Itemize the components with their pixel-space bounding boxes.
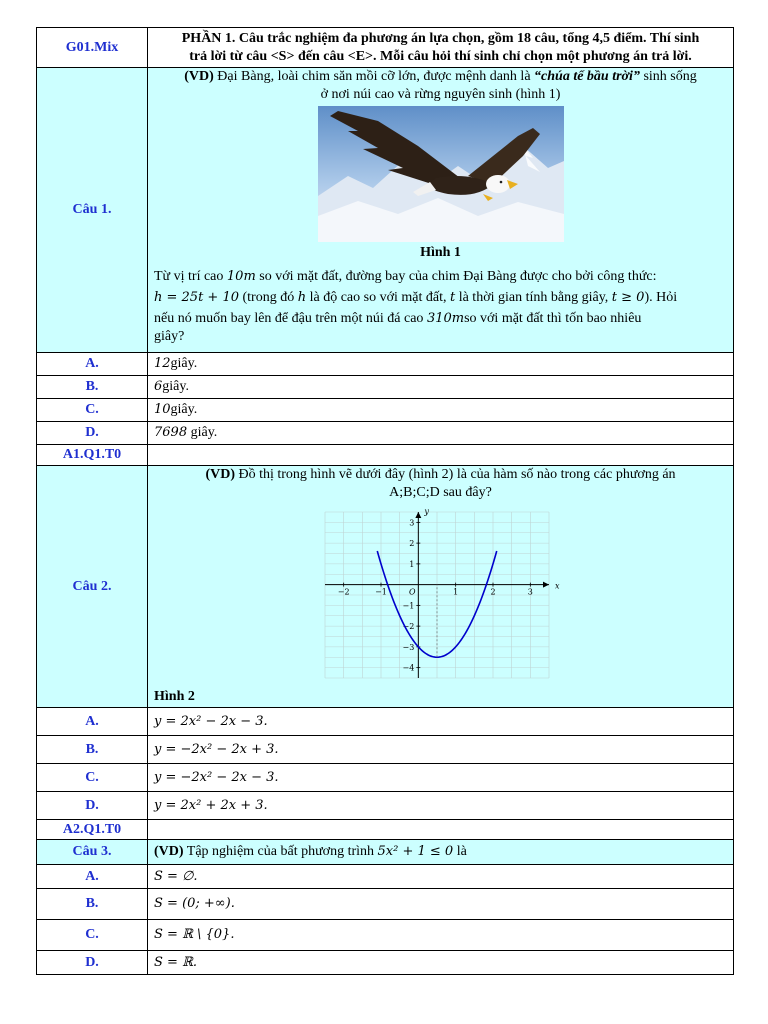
q1-option-c-unit: giây. [170, 402, 198, 417]
q2-option-b-letter: B. [37, 736, 148, 764]
q2-text-b: A;B;C;D sau đây? [389, 485, 492, 500]
q1-option-a-letter: A. [37, 353, 148, 376]
q2-option-c-value: y = −2x² − 2x − 3. [154, 769, 279, 785]
q3-option-c-value: S = ℝ \ {0}. [154, 927, 235, 942]
q3-text-a: Tập nghiệm của bất phương trình [183, 844, 378, 859]
q1-option-c[interactable] [148, 399, 734, 422]
q1-body-f: ). Hỏi [644, 290, 678, 305]
parabola-graph [311, 502, 571, 688]
x-tick-label: −1 [374, 587, 387, 597]
q1-body-e: là thời gian tính bằng giây, [455, 290, 612, 305]
q1-level: (VD) [184, 69, 214, 84]
q1-option-d[interactable] [148, 422, 734, 445]
q2-option-a-letter: A. [37, 708, 148, 736]
q1-intro-b: sinh sống [639, 69, 697, 84]
eagle-image [318, 106, 564, 242]
q3-option-a-value: S = ∅. [154, 868, 198, 884]
q1-body-c: (trong đó [239, 290, 298, 305]
q3-option-a-letter: A. [37, 865, 148, 889]
q3-option-b-letter: B. [37, 889, 148, 920]
q2-answer-cell [148, 820, 734, 840]
q3-option-b-value: S = (0; +∞). [154, 896, 235, 911]
question-3-label: Câu 3. [37, 840, 148, 865]
q3-text-b: là [453, 844, 467, 859]
x-tick-label: −2 [337, 587, 350, 597]
q1-body-g: nếu nó muốn bay lên để đậu trên một núi đá cao [154, 311, 427, 326]
y-tick-label: −2 [402, 622, 414, 632]
y-tick-label: −4 [402, 663, 414, 673]
q1-body-h: so với mặt đất thì tốn bao nhiêu [464, 311, 642, 326]
q2-option-a[interactable] [148, 708, 734, 736]
y-tick-label: 3 [408, 518, 414, 528]
q3-option-d-value: S = ℝ. [154, 954, 197, 970]
q1-answer-cell [148, 445, 734, 466]
q2-text-a: Đồ thị trong hình vẽ dưới đây (hình 2) là của hàm số nào trong các phương án [234, 467, 676, 482]
q1-intro-c: ở nơi núi cao và rừng nguyên sinh (hình 1) [320, 87, 561, 102]
q1-body-d: là độ cao so với mặt đất, [306, 290, 450, 305]
exam-table [36, 27, 734, 975]
y-tick-label: 1 [408, 559, 414, 569]
q1-option-b[interactable] [148, 376, 734, 399]
q2-answer-code: A2.Q1.T0 [37, 820, 148, 840]
x-tick-label: O [408, 587, 416, 597]
q1-option-b-unit: giây. [162, 379, 189, 394]
q2-option-d-letter: D. [37, 792, 148, 820]
section-code: G01.Mix [37, 28, 148, 68]
y-tick-label: −1 [402, 601, 414, 611]
q1-intro-a: Đại Bàng, loài chim săn mồi cỡ lớn, được mệnh danh là [213, 69, 535, 84]
question-1-label: Câu 1. [37, 68, 148, 353]
q1-option-d-value: 7698 [154, 425, 188, 440]
q1-body-a: Từ vị trí cao [154, 269, 227, 284]
question-1-body [148, 68, 734, 353]
q1-math-t: t [449, 290, 456, 305]
q2-option-d-value: y = 2x² + 2x + 3. [154, 797, 268, 813]
x-axis-label: x [554, 581, 560, 591]
section-header-line1: PHẦN 1. Câu trắc nghiệm đa phương án lựa chọn, gồm 18 câu, tổng 4,5 điểm. Thí sinh [181, 30, 700, 46]
y-tick-label: 2 [408, 539, 414, 549]
q1-option-d-letter: D. [37, 422, 148, 445]
q1-option-a-unit: giây. [170, 356, 198, 371]
section-header [148, 28, 734, 68]
q3-option-c[interactable] [148, 920, 734, 951]
x-tick-label: 3 [527, 587, 533, 597]
q2-option-c[interactable] [148, 764, 734, 792]
q1-option-c-value: 10 [154, 402, 171, 417]
question-3-body [148, 840, 734, 865]
q3-inequality: 5x² + 1 ≤ 0 [377, 844, 454, 859]
q3-level: (VD) [154, 844, 184, 859]
y-axis-label: y [423, 507, 429, 516]
q2-option-a-value: y = 2x² − 2x − 3. [154, 713, 268, 729]
q1-math-10m: 10m [226, 269, 256, 284]
q2-option-b-value: y = −2x² − 2x + 3. [154, 741, 279, 757]
q1-option-a-value: 12 [154, 356, 171, 371]
q1-option-b-letter: B. [37, 376, 148, 399]
q2-option-d[interactable] [148, 792, 734, 820]
q1-formula: h = 25t + 10 [154, 290, 239, 305]
question-2-label: Câu 2. [37, 466, 148, 708]
q1-option-b-value: 6 [154, 379, 163, 394]
x-axis-arrow [543, 582, 549, 588]
q3-option-c-letter: C. [37, 920, 148, 951]
q1-option-c-letter: C. [37, 399, 148, 422]
q2-option-b[interactable] [148, 736, 734, 764]
y-axis-arrow [415, 512, 421, 518]
x-tick-label: 2 [489, 587, 496, 597]
q1-math-310m: 310m [426, 311, 465, 326]
q2-option-c-letter: C. [37, 764, 148, 792]
q1-intro-quote: “chúa tể bầu trời” [534, 69, 640, 84]
q3-option-d-letter: D. [37, 951, 148, 975]
q2-level: (VD) [205, 467, 235, 482]
q1-answer-code: A1.Q1.T0 [37, 445, 148, 466]
figure-1-label: Hình 1 [420, 245, 461, 260]
q1-math-h: h [297, 290, 307, 305]
q3-option-d[interactable] [148, 951, 734, 975]
question-2-body [148, 466, 734, 708]
q1-option-d-unit: giây. [187, 425, 218, 440]
section-header-line2: trả lời từ câu <S> đến câu <E>. Mỗi câu hỏi thí sinh chỉ chọn một phương án trả lời. [189, 48, 692, 64]
figure-2-label: Hình 2 [154, 689, 195, 704]
y-tick-label: −3 [402, 642, 414, 652]
q1-body-i: giây? [154, 329, 185, 344]
q1-body-b: so với mặt đất, đường bay của chim Đại Bàng được cho bởi công thức: [255, 269, 657, 284]
q3-option-a[interactable] [148, 865, 734, 889]
q1-math-t-cond: t ≥ 0 [611, 290, 645, 305]
q3-option-b[interactable] [148, 889, 734, 920]
q1-option-a[interactable] [148, 353, 734, 376]
x-tick-label: 1 [452, 587, 458, 597]
